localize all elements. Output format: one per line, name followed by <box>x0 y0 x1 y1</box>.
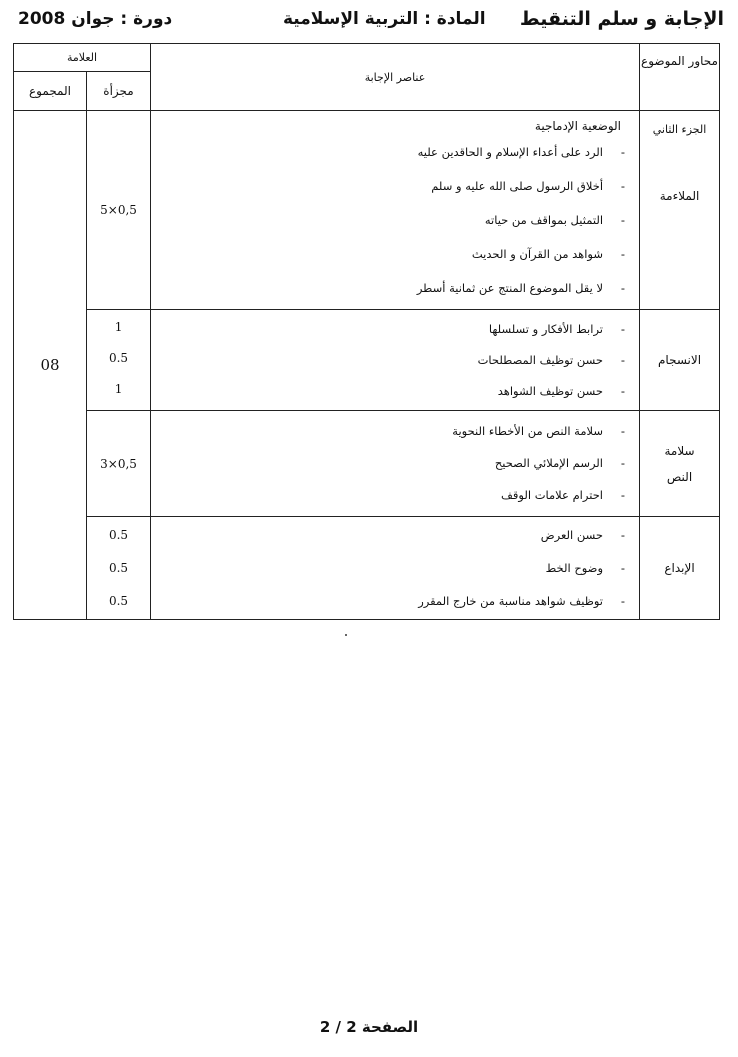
list-item: - حسن العرض <box>540 528 626 542</box>
mark-coherence: 1 0.5 1 <box>87 310 151 411</box>
header-elements: عناصر الإجابة <box>151 44 640 111</box>
axis-correctness: سلامة النص <box>640 411 720 517</box>
elements-relevance <box>151 111 640 310</box>
list-item: - أخلاق الرسول صلى الله عليه و سلم <box>431 179 626 193</box>
axis-coherence: الانسجام <box>640 310 720 411</box>
list-item: - احترام علامات الوقف <box>501 488 626 502</box>
page-number: الصفحة 2 / 2 <box>319 1018 419 1036</box>
list-item: - توظيف شواهد مناسبة من خارج المقرر <box>418 594 626 608</box>
header-partial: مجزأة <box>87 72 151 111</box>
list-item: - لا يقل الموضوع المنتج عن ثمانية أسطر <box>416 281 626 295</box>
list-item: - الرسم الإملائي الصحيح <box>494 456 626 470</box>
mark-relevance: 5×0,5 <box>87 111 151 310</box>
grading-table <box>13 43 720 620</box>
header-mark: العلامة <box>14 44 151 72</box>
list-item: - التمثيل بمواقف من حياته <box>484 213 626 227</box>
axis-creativity: الإبداع <box>640 517 720 620</box>
list-item: - الرد على أعداء الإسلام و الحاقدين عليه <box>417 145 626 159</box>
header-axis: محاور الموضوع <box>640 44 720 111</box>
list-item: - ترابط الأفكار و تسلسلها <box>488 322 626 336</box>
document-title: الإجابة و سلم التنقيط <box>519 8 724 30</box>
list-item: - شواهد من القرآن و الحديث <box>471 247 626 261</box>
elements-creativity <box>151 517 640 620</box>
list-item: - سلامة النص من الأخطاء النحوية <box>452 424 626 438</box>
mark-correctness: 3×0,5 <box>87 411 151 517</box>
header-total: المجموع <box>14 72 87 111</box>
scan-speck <box>345 634 347 636</box>
axis-relevance: الجزء الثاني الملاءمة <box>640 111 720 310</box>
subject-label: المادة : التربية الإسلامية <box>283 9 486 29</box>
list-item: - وضوح الخط <box>545 561 626 575</box>
list-item: - حسن توظيف المصطلحات <box>477 353 626 367</box>
session-label: دورة : جوان 2008 <box>18 9 173 29</box>
total-mark: 08 <box>14 111 87 620</box>
list-item: - حسن توظيف الشواهد <box>497 384 626 398</box>
mark-creativity: 0.5 0.5 0.5 <box>87 517 151 620</box>
section-title: الوضعية الإدماجية <box>534 119 622 133</box>
elements-correctness <box>151 411 640 517</box>
section-part-label: الجزء الثاني <box>652 123 707 136</box>
page-header <box>18 8 724 38</box>
elements-coherence <box>151 310 640 411</box>
